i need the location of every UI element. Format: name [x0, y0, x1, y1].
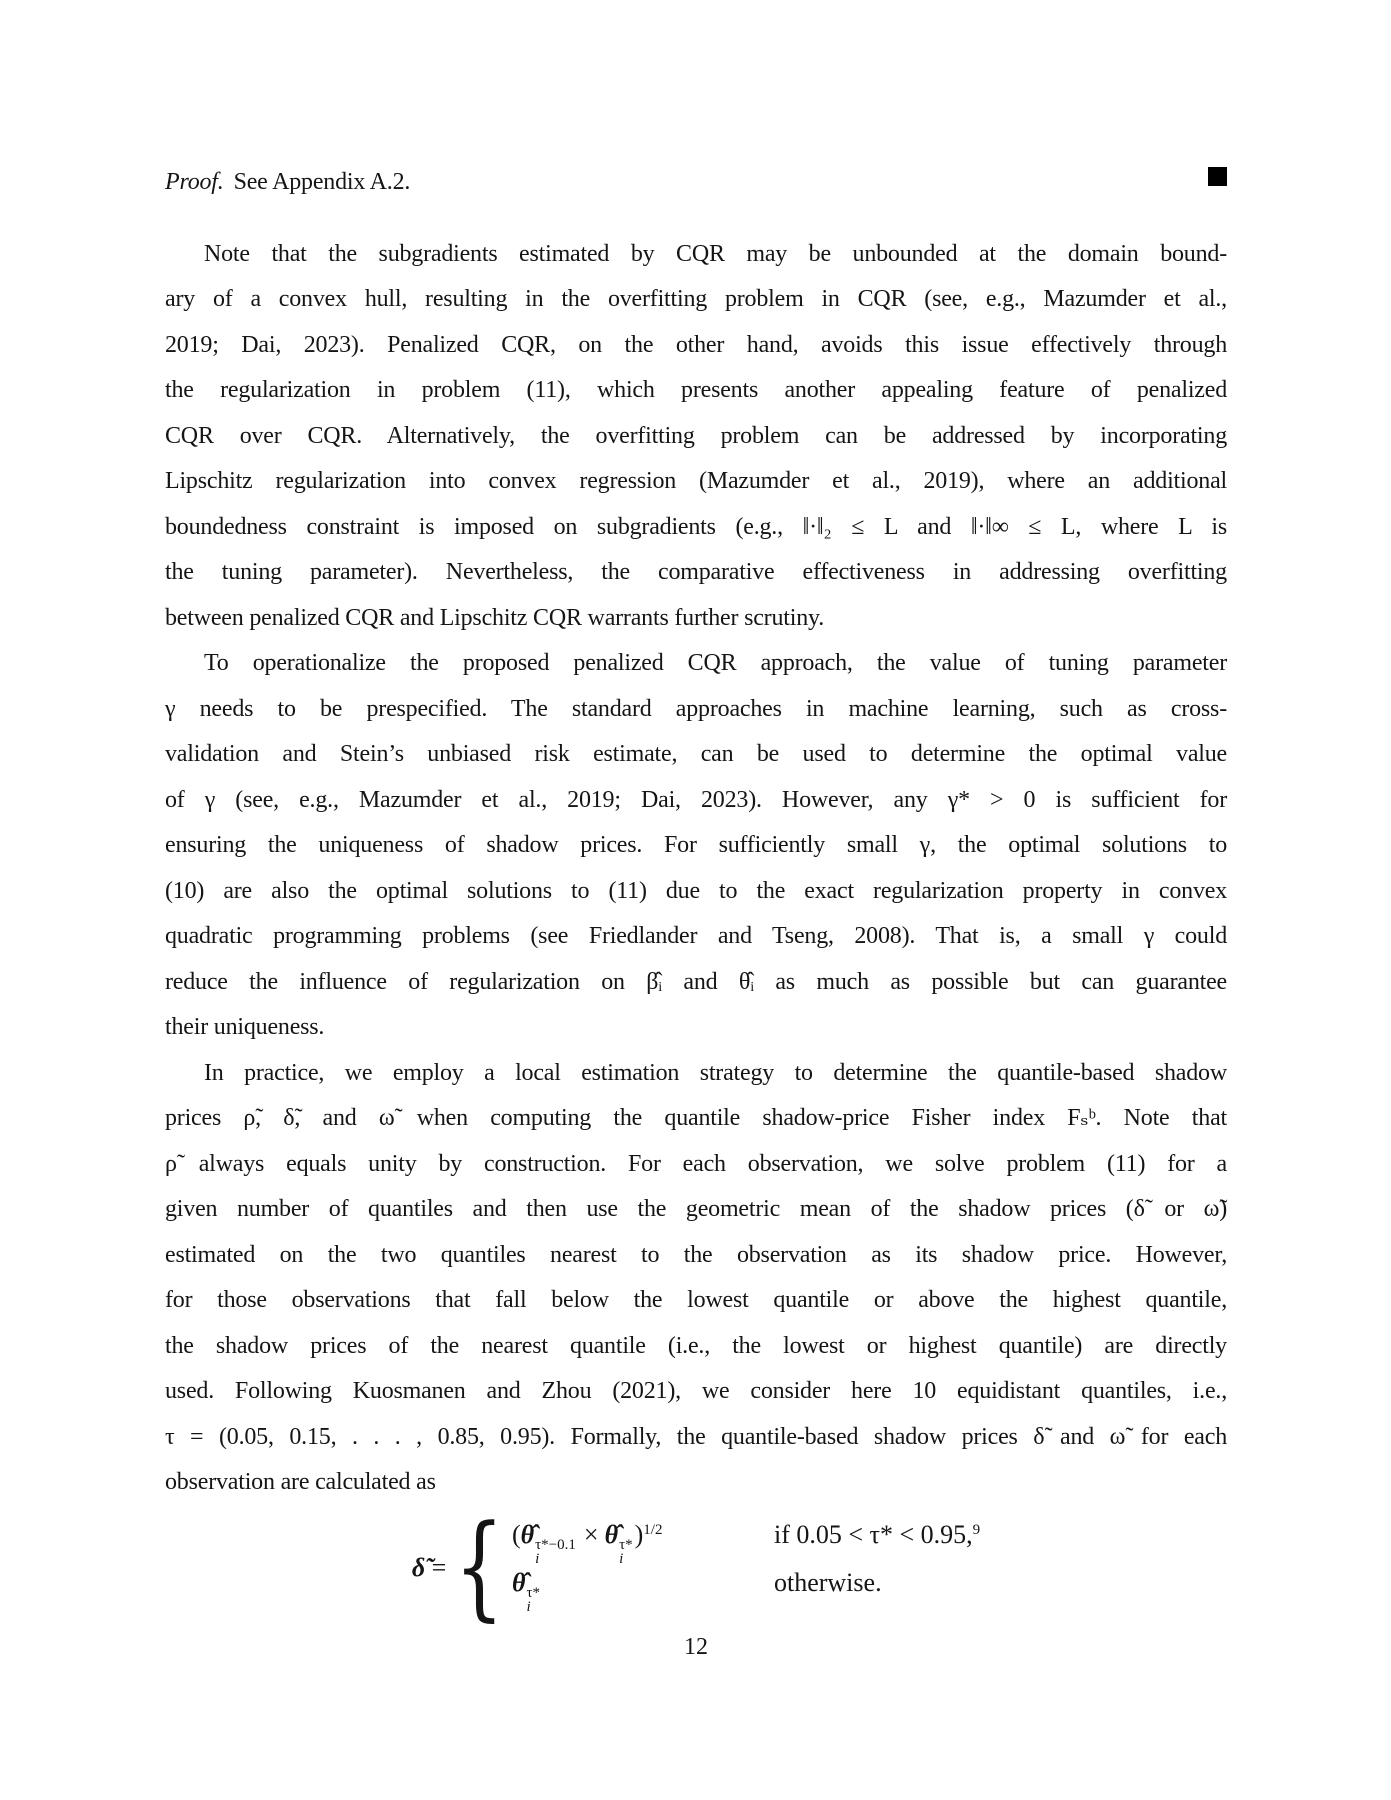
- paragraph-line: boundedness constraint is imposed on subgradients (e.g., ‖·‖₂ ≤ L and ‖·‖∞ ≤ L, where L is: [165, 513, 1227, 540]
- paragraph-line: CQR over CQR. Alternatively, the overfitting problem can be addressed by incorporating: [165, 422, 1227, 449]
- proof-text: See Appendix A.2.: [233, 169, 411, 195]
- paragraph-line: their uniqueness.: [165, 1014, 325, 1040]
- paragraph-line: given number of quantiles and then use the geometric mean of the shadow prices (δ̃ or ω̃): [165, 1196, 1227, 1222]
- case-expression: [512, 1568, 774, 1615]
- paragraph-overfitting: [165, 232, 1227, 642]
- theta-scripts: τ*−0.1 i: [535, 1537, 576, 1568]
- theta-hat-symbol: θ̂: [511, 1567, 526, 1597]
- multiply-sign: ×: [583, 1519, 599, 1549]
- open-paren: (: [511, 1519, 521, 1549]
- case-expression: [512, 1520, 774, 1567]
- equals-sign: =: [431, 1552, 447, 1582]
- paragraph-line: the tuning parameter). Nevertheless, the comparative effectiveness in addressing overfitting: [165, 559, 1227, 585]
- paragraph-line: (10) are also the optimal solutions to (11) due to the exact regularization property in convex: [165, 877, 1227, 904]
- paragraph-line: Lipschitz regularization into convex regression (Mazumder et al., 2019), where an additional: [165, 468, 1227, 494]
- paragraph-line: 2019; Dai, 2023). Penalized CQR, on the other hand, avoids this issue effectively through: [165, 331, 1227, 358]
- paragraph-local-estimation: [165, 1051, 1227, 1506]
- cases-rows: [512, 1520, 980, 1616]
- paragraph-line: To operationalize the proposed penalized CQR approach, the value of tuning parameter: [204, 650, 1227, 676]
- case-condition: if 0.05 < τ* < 0.95,$^9$: [773, 1519, 981, 1549]
- paragraph-line: reduce the influence of regularization on β̂ᵢ and θ̂ᵢ as much as possible but can guarantee: [165, 968, 1227, 995]
- proof-label: Proof.: [165, 169, 224, 195]
- paragraph-line: quadratic programming problems (see Friedlander and Tseng, 2008). That is, a small γ could: [165, 923, 1227, 949]
- paragraph-line: estimated on the two quantiles nearest to the observation as its shadow price. However,: [165, 1241, 1227, 1268]
- theta-hat-symbol: θ̂: [604, 1519, 619, 1549]
- paragraph-line: for those observations that fall below the lowest quantile or above the highest quantile,: [165, 1287, 1227, 1313]
- paragraph-line: ρ̃ always equals unity by construction. For each observation, we solve problem (11) for a: [165, 1150, 1227, 1177]
- case-condition: otherwise.: [773, 1567, 882, 1597]
- paragraph-line: ensuring the uniqueness of shadow prices. For sufficiently small γ, the optimal solutions to: [165, 832, 1227, 858]
- close-paren: ): [634, 1519, 644, 1549]
- case-row-geometric-mean: [512, 1520, 980, 1568]
- theta-scripts: τ* i: [619, 1537, 633, 1568]
- paragraph-line: observation are calculated as: [165, 1469, 436, 1495]
- theta-hat-symbol: θ̂: [520, 1519, 535, 1549]
- paragraph-line: used. Following Kuosmanen and Zhou (2021), we consider here 10 equidistant quantiles, i.e.,: [165, 1378, 1227, 1404]
- paragraph-line: prices ρ̃, δ̃, and ω̃ when computing the quantile shadow-price Fisher index Fₛᵇ. Note that: [165, 1105, 1227, 1131]
- paragraph-line: between penalized CQR and Lipschitz CQR warrants further scrutiny.: [165, 604, 825, 631]
- paragraph-line: γ needs to be prespecified. The standard approaches in machine learning, such as cross-: [165, 695, 1227, 722]
- qed-square-icon: [1208, 167, 1227, 186]
- equation-shadow-price-cases: [165, 1502, 1227, 1633]
- paragraph-line: In practice, we employ a local estimation strategy to determine the quantile-based shadow: [204, 1059, 1227, 1086]
- paragraph-tuning-parameter: [165, 641, 1227, 1051]
- delta-tilde-symbol: δ̃: [411, 1552, 426, 1582]
- page-number: 12: [684, 1633, 708, 1660]
- footnote-marker: 9: [972, 1521, 981, 1538]
- paragraph-line: τ = (0.05, 0.15, . . . , 0.85, 0.95). Formally, the quantile-based shadow prices δ̃ and ω̃ for each: [165, 1423, 1227, 1450]
- cases-brace: {: [454, 1502, 504, 1633]
- paragraph-line: the regularization in problem (11), which presents another appealing feature of penalized: [165, 377, 1227, 403]
- paragraph-line: ary of a convex hull, resulting in the overfitting problem in CQR (see, e.g., Mazumder et al.,: [165, 286, 1227, 312]
- equation-lhs: [412, 1553, 447, 1583]
- paragraph-line: the shadow prices of the nearest quantile (i.e., the lowest or highest quantile) are directly: [165, 1332, 1227, 1359]
- paragraph-line: validation and Stein’s unbiased risk estimate, can be used to determine the optimal value: [165, 741, 1227, 767]
- paragraph-line: Note that the subgradients estimated by CQR may be unbounded at the domain bound-: [204, 240, 1227, 267]
- paragraph-line: of γ (see, e.g., Mazumder et al., 2019; Dai, 2023). However, any γ* > 0 is sufficient for: [165, 786, 1227, 813]
- proof-statement: [165, 160, 1227, 206]
- theta-scripts: τ* i: [526, 1585, 541, 1616]
- case-row-otherwise: [512, 1568, 980, 1616]
- text-column: [165, 160, 1227, 1661]
- exponent: 1/2: [643, 1521, 663, 1538]
